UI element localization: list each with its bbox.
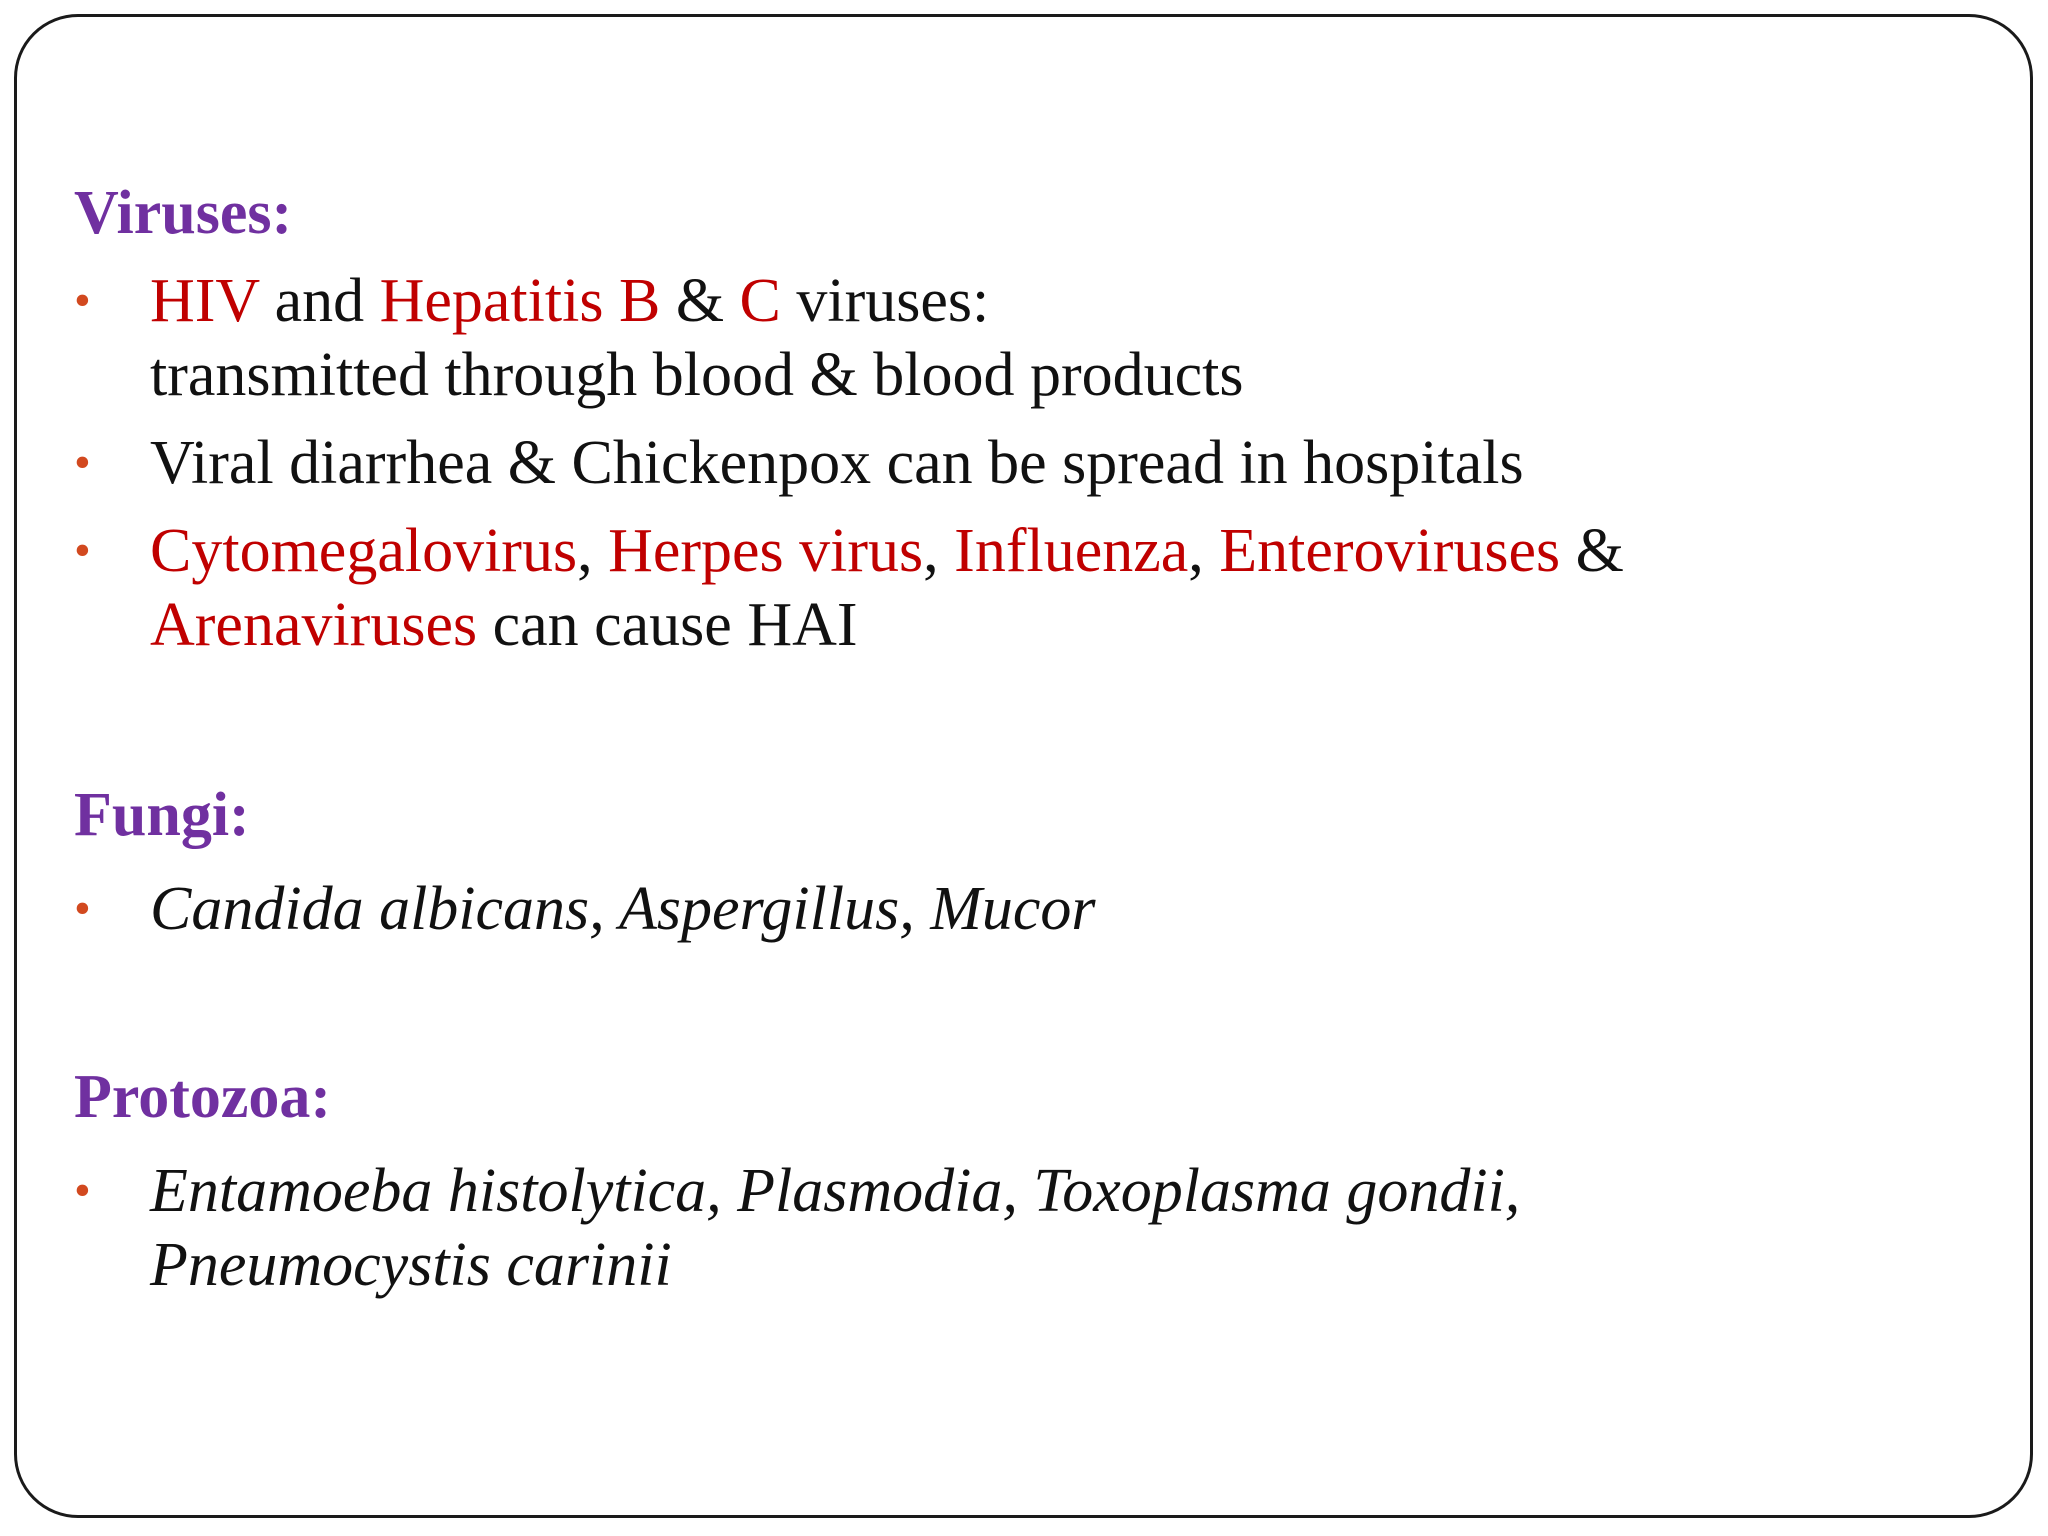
viruses-list bbox=[74, 264, 1974, 662]
list-item bbox=[74, 1154, 1974, 1302]
virus-name: HIV bbox=[150, 267, 260, 335]
text-run: & bbox=[660, 267, 740, 335]
bullet-line bbox=[150, 514, 1974, 588]
section-fungi bbox=[74, 778, 1974, 946]
section-viruses bbox=[74, 176, 1974, 662]
heading-protozoa: Protozoa: bbox=[74, 1063, 332, 1131]
bullet-icon: • bbox=[74, 436, 91, 489]
text-run: , bbox=[923, 517, 955, 585]
text-run: can cause HAI bbox=[477, 591, 858, 659]
bullet-line bbox=[150, 588, 1974, 662]
slide-content bbox=[74, 176, 1974, 1302]
text-run: , bbox=[577, 517, 609, 585]
fungi-list bbox=[74, 872, 1974, 946]
text-run: & bbox=[1560, 517, 1624, 585]
virus-name: Herpes virus bbox=[608, 517, 924, 585]
virus-name: Hepatitis B bbox=[379, 267, 661, 335]
virus-name: Enteroviruses bbox=[1219, 517, 1561, 585]
virus-name: Influenza bbox=[954, 517, 1189, 585]
list-item bbox=[74, 514, 1974, 662]
text-run: viruses: bbox=[780, 267, 990, 335]
section-protozoa bbox=[74, 1060, 1974, 1302]
virus-name: Cytomegalovirus bbox=[150, 517, 578, 585]
heading-fungi: Fungi: bbox=[74, 781, 250, 849]
text-run: and bbox=[259, 267, 380, 335]
bullet-line: Entamoeba histolytica, Plasmodia, Toxoplasma gondii, bbox=[150, 1157, 1521, 1225]
bullet-line bbox=[150, 264, 1974, 338]
bullet-icon: • bbox=[74, 274, 91, 327]
list-item bbox=[74, 426, 1974, 500]
list-item bbox=[74, 872, 1974, 946]
virus-name: Arenaviruses bbox=[150, 591, 478, 659]
bullet-line: Candida albicans, Aspergillus, Mucor bbox=[150, 875, 1096, 943]
protozoa-list bbox=[74, 1154, 1974, 1302]
bullet-line: Viral diarrhea & Chickenpox can be spread in hospitals bbox=[150, 429, 1524, 497]
text-run: , bbox=[1188, 517, 1220, 585]
bullet-line: Pneumocystis carinii bbox=[150, 1231, 672, 1299]
heading-viruses: Viruses: bbox=[74, 179, 293, 247]
bullet-icon: • bbox=[74, 1164, 91, 1217]
virus-name: C bbox=[739, 267, 781, 335]
bullet-icon: • bbox=[74, 882, 91, 935]
list-item bbox=[74, 264, 1974, 412]
bullet-icon: • bbox=[74, 524, 91, 577]
bullet-line: transmitted through blood & blood products bbox=[150, 341, 1244, 409]
